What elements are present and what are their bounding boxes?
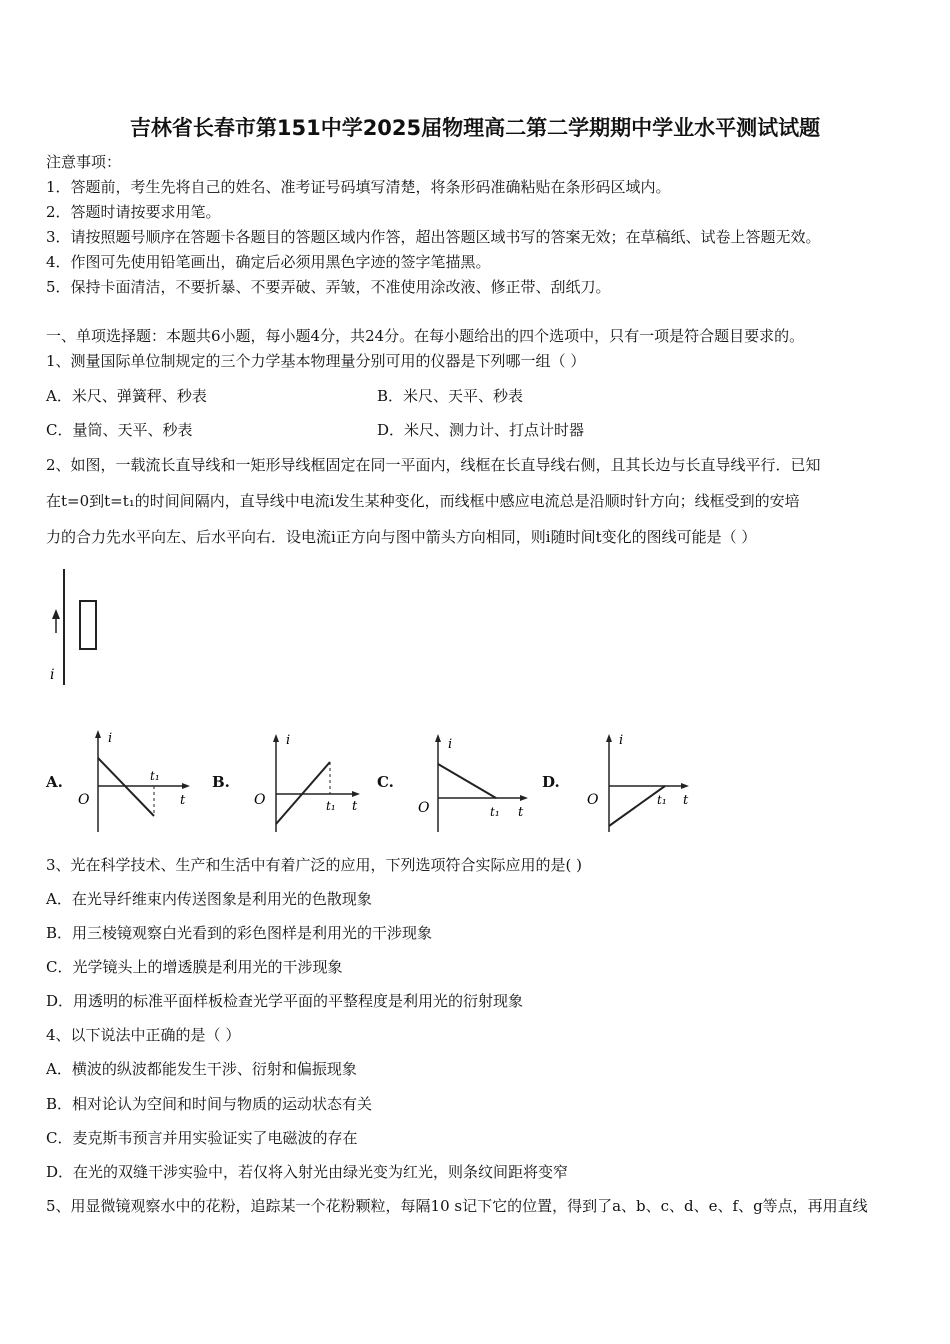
q3-option-c: C．光学镜头上的增透膜是利用光的干涉现象 xyxy=(46,958,343,976)
note-item-4: 4．作图可先使用铅笔画出，确定后必须用黑色字迹的签字笔描黑。 xyxy=(46,253,491,271)
q1-option-d: D．米尺、测力计、打点计时器 xyxy=(377,421,585,439)
q5-stem: 5、用显微镜观察水中的花粉，追踪某一个花粉颗粒，每隔10 s记下它的位置，得到了a、b、c、d、e、f、g等点，再用直线 xyxy=(46,1197,868,1215)
notes-heading: 注意事项： xyxy=(46,153,122,171)
y-arrow-icon xyxy=(606,734,612,742)
graph-a xyxy=(70,728,200,838)
x-arrow-icon xyxy=(520,795,528,801)
note-item-3: 3．请按照题号顺序在答题卡各题目的答题区域内作答，超出答题区域书写的答案无效；在草稿纸、试卷上答题无效。 xyxy=(46,228,821,246)
graph-b xyxy=(250,728,370,838)
q3-option-b: B．用三棱镜观察白光看到的彩色图样是利用光的干涉现象 xyxy=(46,924,433,942)
q2-stem-line2: 在t=0到t=t₁的时间间隔内，直导线中电流i发生某种变化，而线框中感应电流总是沿顺时针方向；线框受到的安培 xyxy=(46,492,800,510)
note-item-2: 2．答题时请按要求用笔。 xyxy=(46,203,221,221)
graph-d-axis-i: i xyxy=(619,733,624,748)
graph-a-label: A. xyxy=(46,773,63,791)
graph-c-line xyxy=(438,764,496,798)
graph-b-axis-t: t xyxy=(352,799,358,814)
graph-c xyxy=(412,728,542,838)
graph-c-t1: t₁ xyxy=(490,805,500,819)
q3-option-a: A．在光导纤维束内传送图象是利用光的色散现象 xyxy=(46,890,372,908)
graph-b-axis-i: i xyxy=(286,733,291,748)
wire-loop-figure xyxy=(40,565,110,690)
y-arrow-icon xyxy=(273,734,279,742)
note-item-1: 1．答题前，考生先将自己的姓名、准考证号码填写清楚，将条形码准确粘贴在条形码区域内。 xyxy=(46,178,671,196)
graph-c-label: C. xyxy=(377,773,394,791)
graph-d-axis-t: t xyxy=(683,793,689,808)
q4-stem: 4、以下说法中正确的是（ ） xyxy=(46,1026,241,1044)
y-arrow-icon xyxy=(95,730,101,738)
rectangular-loop xyxy=(80,601,96,649)
q2-stem-line1: 2、如图，一载流长直导线和一矩形导线框固定在同一平面内，线框在长直导线右侧，且其长边与长直导线平行．已知 xyxy=(46,456,821,474)
q4-option-d: D．在光的双缝干涉实验中，若仅将入射光由绿光变为红光，则条纹间距将变窄 xyxy=(46,1163,569,1181)
q1-stem: 1、测量国际单位制规定的三个力学基本物理量分别可用的仪器是下列哪一组（ ） xyxy=(46,352,586,370)
q4-option-b: B．相对论认为空间和时间与物质的运动状态有关 xyxy=(46,1095,373,1113)
graph-b-origin: O xyxy=(254,792,266,808)
graph-c-axis-t: t xyxy=(518,805,524,820)
graph-b-t1: t₁ xyxy=(326,799,336,813)
q2-stem-line3: 力的合力先水平向左、后水平向右．设电流i正方向与图中箭头方向相同，则i随时间t变化的图线可能是（ ） xyxy=(46,528,757,546)
q1-option-c: C．量筒、天平、秒表 xyxy=(46,421,193,439)
graph-c-axis-i: i xyxy=(448,737,453,752)
graph-a-axis-t: t xyxy=(180,793,186,808)
graph-a-t1: t₁ xyxy=(150,769,160,783)
graph-a-axis-i: i xyxy=(108,731,113,746)
q3-stem: 3、光在科学技术、生产和生活中有着广泛的应用，下列选项符合实际应用的是( ) xyxy=(46,856,583,874)
y-arrow-icon xyxy=(435,734,441,742)
graph-c-origin: O xyxy=(418,800,430,816)
q1-option-a: A．米尺、弹簧秤、秒表 xyxy=(46,387,207,405)
q1-option-b: B．米尺、天平、秒表 xyxy=(377,387,524,405)
wire-current-label: i xyxy=(50,667,55,683)
x-arrow-icon xyxy=(681,783,689,789)
page-title: 吉林省长春市第151中学2025届物理高二第二学期期中学业水平测试试题 xyxy=(129,116,821,140)
graph-a-origin: O xyxy=(78,792,90,808)
section-heading: 一、单项选择题：本题共6小题，每小题4分，共24分。在每小题给出的四个选项中，只有一项是符合题目要求的。 xyxy=(46,327,805,345)
graph-d-t1: t₁ xyxy=(657,793,667,807)
graph-d-label: D. xyxy=(542,773,560,791)
q4-option-c: C．麦克斯韦预言并用实验证实了电磁波的存在 xyxy=(46,1129,358,1147)
graph-b-line xyxy=(276,762,330,824)
q4-option-a: A．横波的纵波都能发生干涉、衍射和偏振现象 xyxy=(46,1060,357,1078)
graph-b-label: B. xyxy=(212,773,230,791)
x-arrow-icon xyxy=(352,791,360,797)
note-item-5: 5．保持卡面清洁，不要折暴、不要弄破、弄皱，不准使用涂改液、修正带、刮纸刀。 xyxy=(46,278,611,296)
graph-d xyxy=(585,728,700,838)
q3-option-d: D．用透明的标准平面样板检查光学平面的平整程度是利用光的衍射现象 xyxy=(46,992,524,1010)
x-arrow-icon xyxy=(182,783,190,789)
graph-a-line xyxy=(98,758,154,816)
graph-d-origin: O xyxy=(587,792,599,808)
current-arrow-icon xyxy=(52,609,60,619)
